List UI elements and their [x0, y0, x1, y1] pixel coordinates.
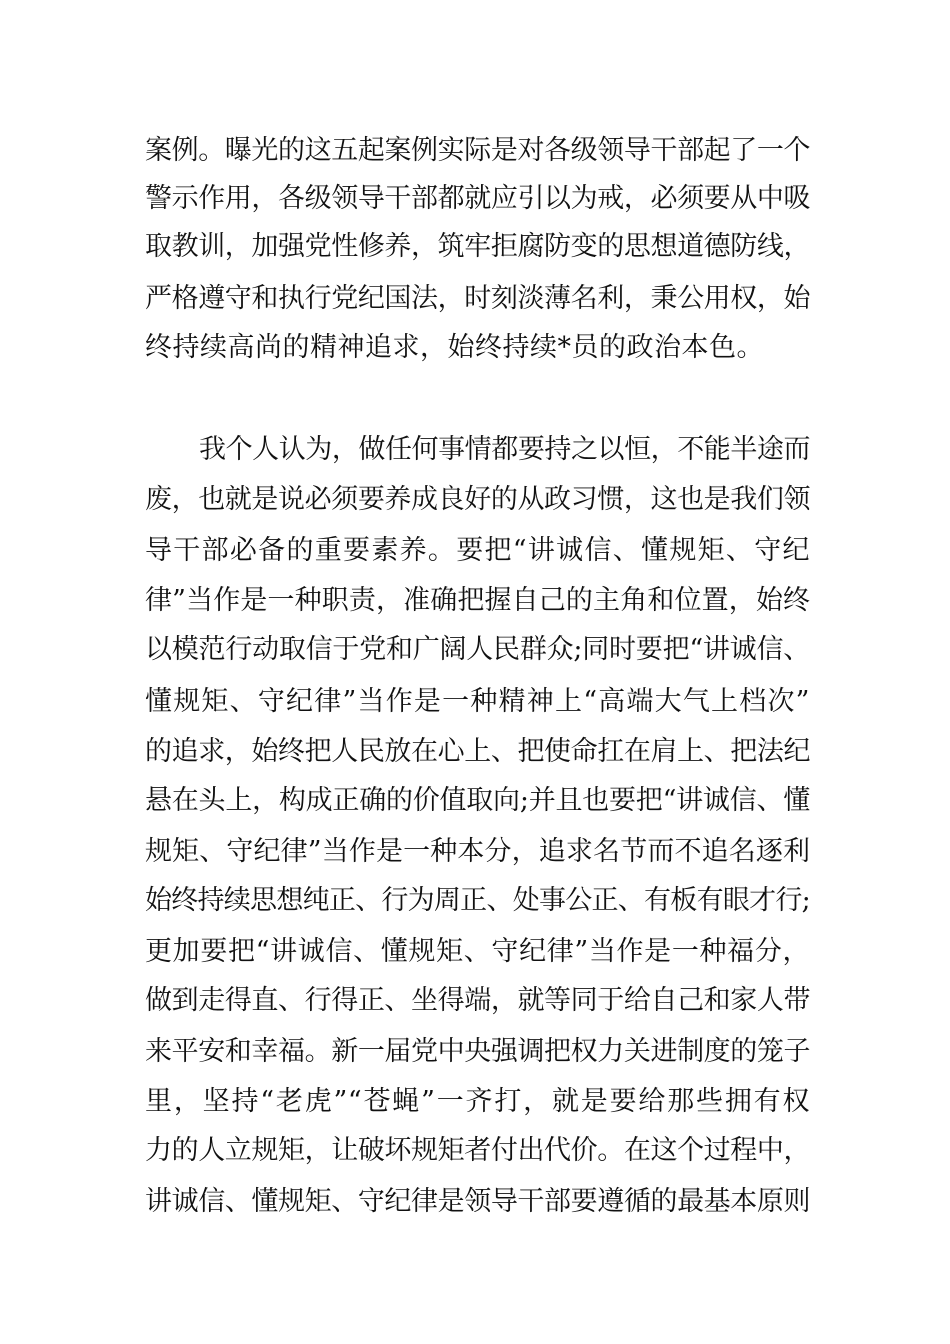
- text-line: 讲诚信、懂规矩、守纪律是领导干部要遵循的最基本原则: [145, 1186, 810, 1217]
- text-line: 力的人立规矩，让破坏规矩者付出代价。在这个过程中，: [145, 1135, 810, 1166]
- text-line: 以模范行动取信于党和广阔人民群众;同时要把“讲诚信、: [145, 634, 810, 665]
- text-line: 做到走得直、行得正、坐得端，就等同于给自己和家人带: [145, 985, 810, 1016]
- text-line: 废，也就是说必须要养成良好的从政习惯，这也是我们领: [145, 484, 810, 515]
- text-line: 案例。曝光的这五起案例实际是对各级领导干部起了一个: [145, 135, 810, 166]
- text-line: 终持续高尚的精神追求，始终持续*员的政治本色。: [145, 332, 764, 363]
- text-line: 来平安和幸福。新一届党中央强调把权力关进制度的笼子: [145, 1036, 810, 1067]
- text-line: 悬在头上，构成正确的价值取向;并且也要把“讲诚信、懂: [145, 785, 810, 816]
- text-line: 警示作用，各级领导干部都就应引以为戒，必须要从中吸: [145, 183, 810, 214]
- text-line: 更加要把“讲诚信、懂规矩、守纪律”当作是一种福分，: [145, 936, 810, 967]
- text-line: 我个人认为，做任何事情都要持之以恒，不能半途而: [199, 434, 810, 465]
- text-line: 始终持续思想纯正、行为周正、处事公正、有板有眼才行;: [145, 885, 810, 916]
- text-line: 里，坚持“老虎”“苍蝇”一齐打，就是要给那些拥有权: [145, 1086, 810, 1117]
- text-line: 取教训，加强党性修养，筑牢拒腐防变的思想道德防线，: [145, 231, 810, 262]
- text-line: 懂规矩、守纪律”当作是一种精神上“高端大气上档次”: [145, 686, 810, 717]
- text-line: 律”当作是一种职责，准确把握自己的主角和位置，始终: [145, 585, 810, 616]
- text-line: 的追求，始终把人民放在心上、把使命扛在肩上、把法纪: [145, 736, 810, 767]
- text-line: 导干部必备的重要素养。要把“讲诚信、懂规矩、守纪: [145, 535, 810, 566]
- text-line: 规矩、守纪律”当作是一种本分，追求名节而不追名逐利: [145, 836, 810, 867]
- text-line: 严格遵守和执行党纪国法，时刻淡薄名利，秉公用权，始: [145, 283, 810, 314]
